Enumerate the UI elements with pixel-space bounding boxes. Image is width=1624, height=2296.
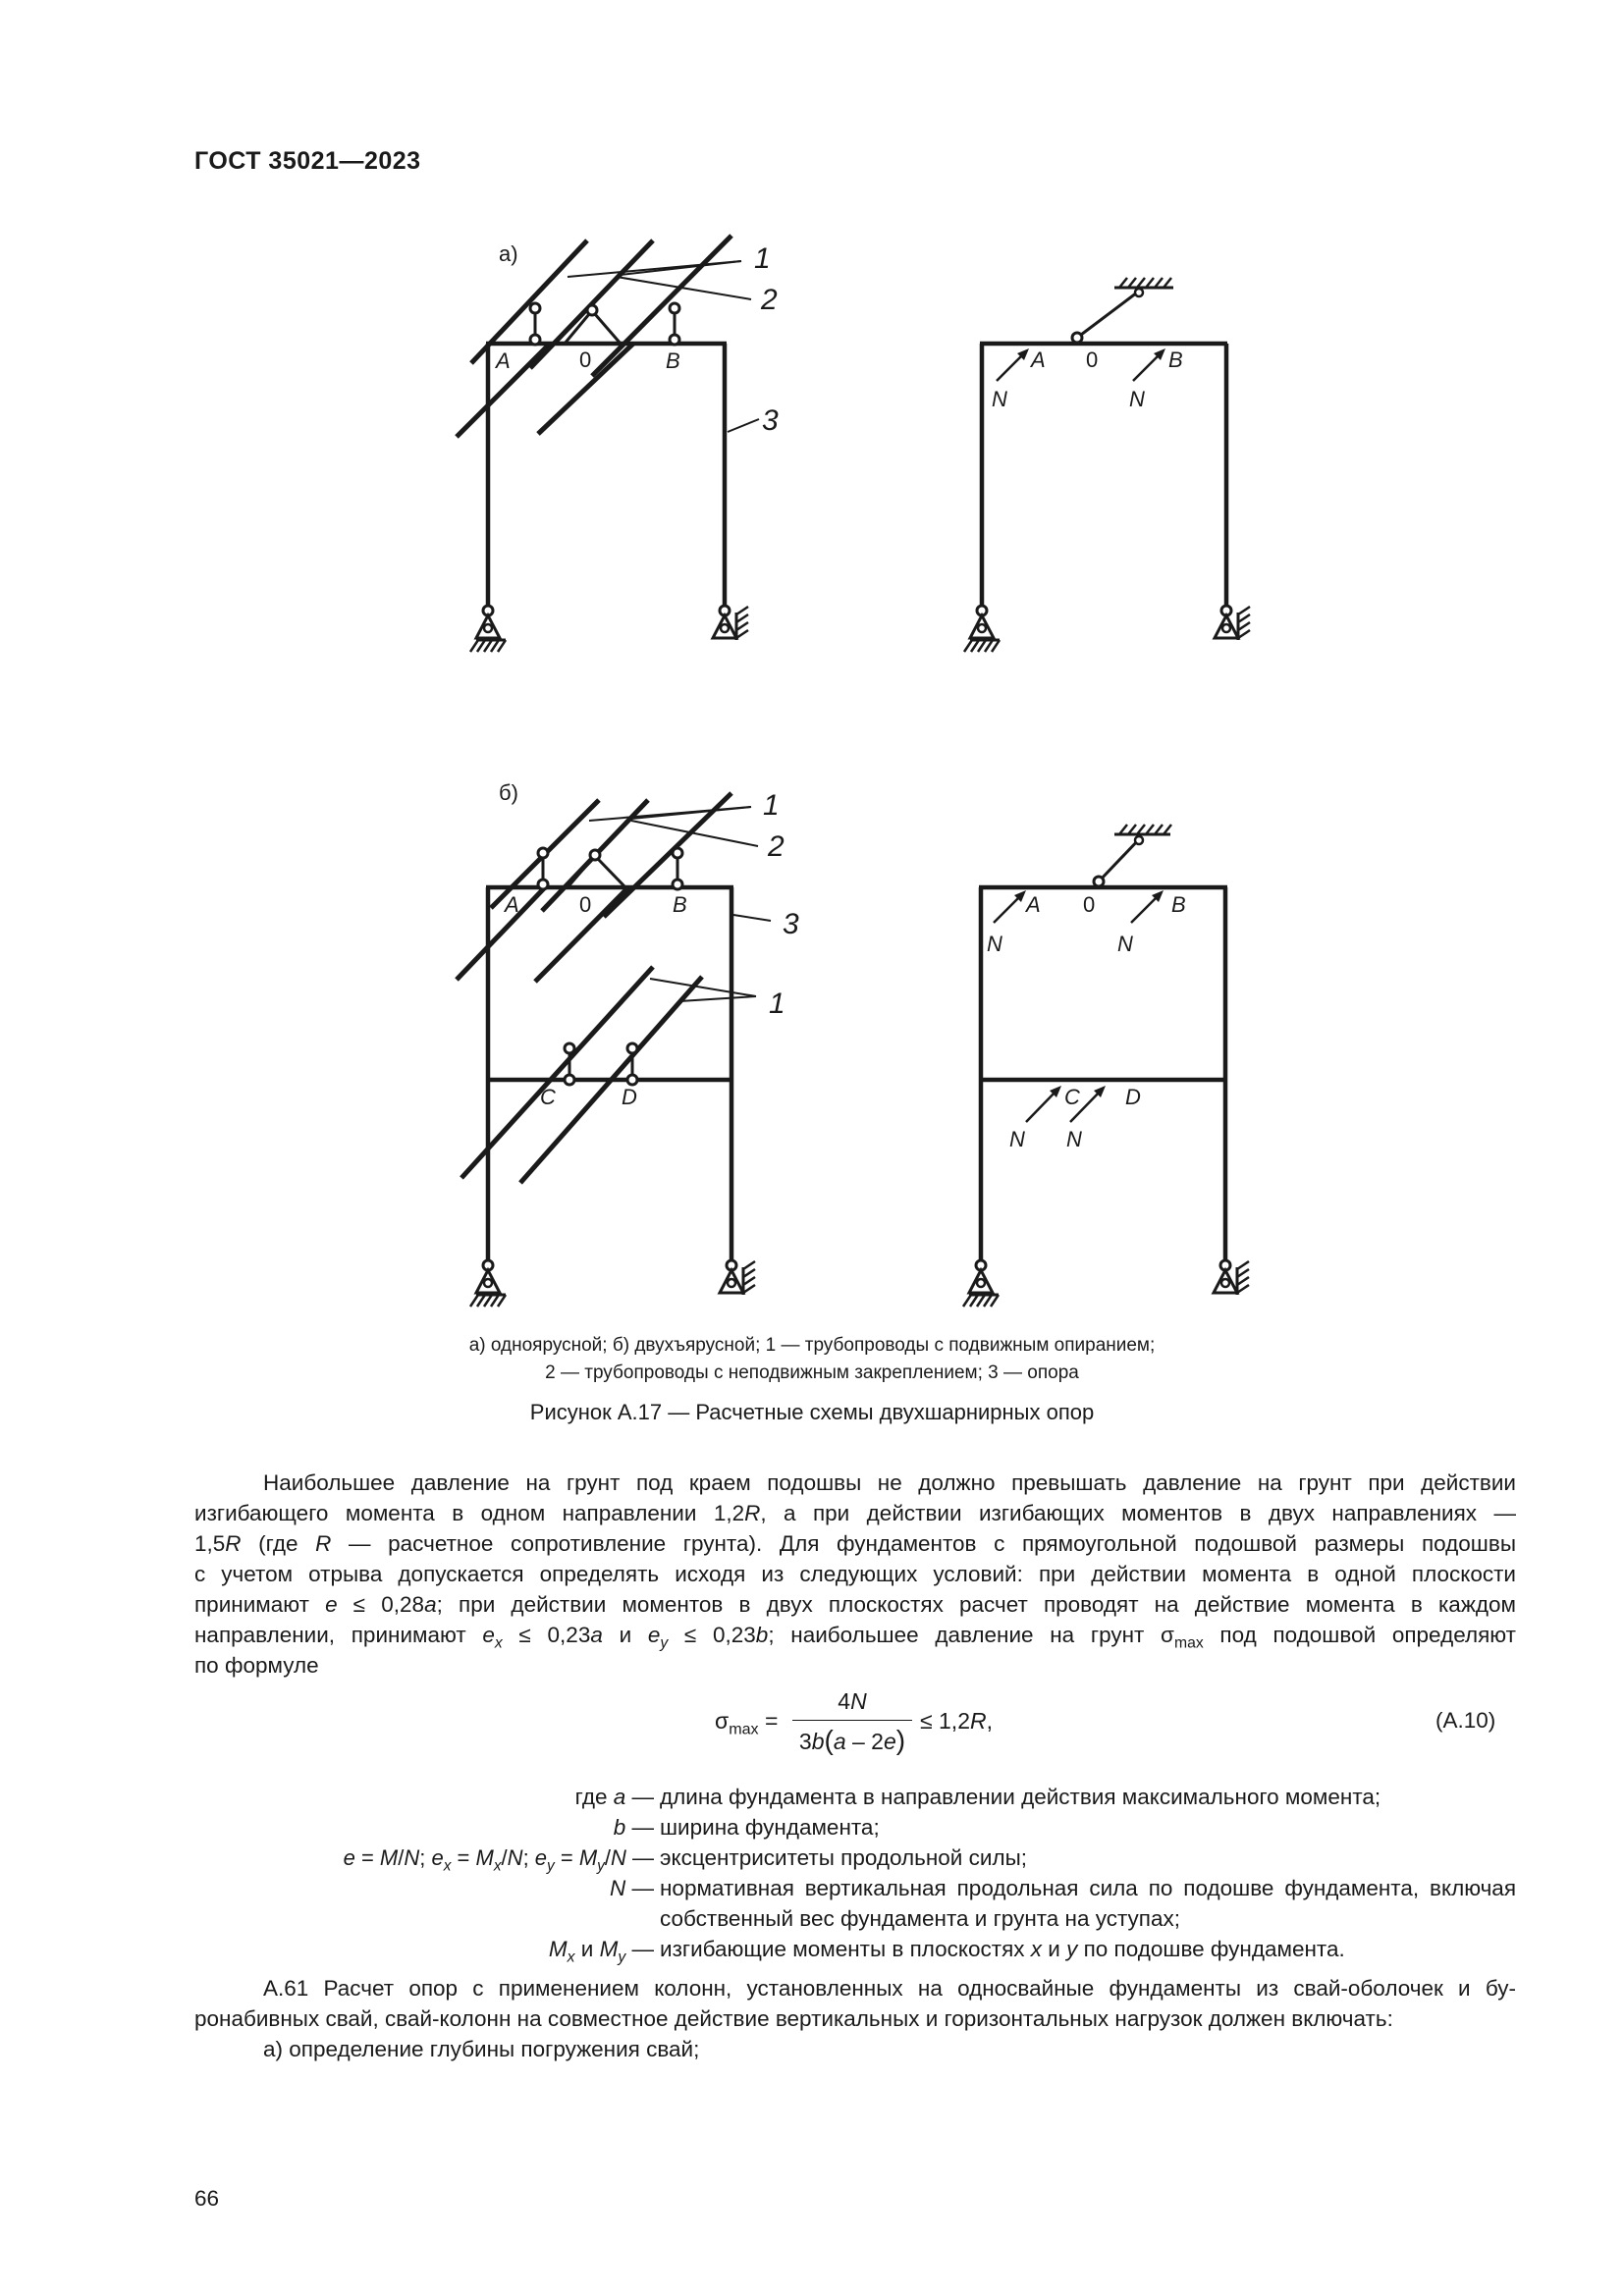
movable-support-icon [670,303,679,345]
figure-title: Рисунок А.17 — Расчетные схемы двухшарнирных опор [529,1400,1095,1424]
panel-b-label: б) [499,780,518,805]
svg-text:3: 3 [783,908,799,940]
movable-support-icon [530,303,540,345]
svg-text:A: A [505,892,519,917]
force-n: N [992,387,1007,411]
svg-text:1: 1 [769,988,785,1020]
callout-2: 2 [761,284,778,316]
figure-legend-line1: а) одноярусной; б) двухъярусной; 1 — трубопроводы с подвижным опиранием; [468,1335,1156,1356]
svg-text:N: N [987,932,1002,956]
where-row: где a — длина фундамента в направлении действия максимального момента; [574,1785,1381,1809]
where-row: $M_x$ и $M_y$ — изгибающие моменты в плоскостях x и y по подошве фундамента. [548,1937,1345,1966]
svg-text:C: C [1064,1085,1080,1109]
where-row: e = M/N; $e_x = M_x/N$; $e_y = M_y/N$ — эксцентриситеты продольной силы; [343,1845,1027,1875]
svg-text:A: A [1031,347,1046,372]
paragraph-2: А.61 Расчет опор с применением колонн, установленных на односвайные фундаменты из свай-оболочек и бу- ронабивных свай, свай-колонн на совместное действие вертикальных и горизонтальных нагрузок должен включать: а) определение глубины погружения свай; [194,1976,1516,2061]
where-row: b — ширина фундамента; [613,1815,880,1840]
callout-1: 1 [754,242,771,275]
svg-text:N: N [1009,1127,1025,1151]
svg-text:B: B [1168,347,1183,372]
svg-text:N: N [1117,932,1133,956]
pipeline [592,236,731,376]
hinge-support-icon [470,606,506,652]
page-number: 66 [194,2186,220,2211]
point-c: C [540,1085,556,1109]
panel-a-left [457,236,779,652]
svg-text:0: 0 [1083,892,1096,917]
formula-a10: $\sigma_{max}$ = 4N 3b(a – 2e) ≤ 1,2R, (А.10) [715,1688,1496,1755]
paragraph-1: Наибольшее давление на грунт под краем подошвы не должно превышать давление на грунт при действии изгибающего момента в одном направлении 1,2R, а при действии изгибающих моментов в двух направлениях — 1,5R (где R — расчетное сопротивление грунта). Для фундаментов с прямоугольной подошвой размеры подошвы с учетом отрыва допускается определять исходя из следующих условий: при действии момента в одной плоскости принимают e ≤ 0,28a; при действии моментов в двух плоскостях расчет проводят на действие момента в каждом направлении, принимают $e_x \le 0,23a$ и $e_y \le 0,23b$; наибольшее давление на грунт $\sigma_{max}$ под подошвой определяют по формуле [194,1470,1516,1678]
panel-a-right [964,278,1250,652]
svg-text:A: A [1026,892,1041,917]
point-b: B [666,348,680,373]
panel-b-left [457,780,799,1307]
document-number: ГОСТ 35021—2023 [194,147,421,175]
point-d: D [622,1085,637,1109]
panel-b-right [963,825,1249,1307]
hinge-support-icon [713,606,748,640]
svg-text:1: 1 [763,789,780,822]
where-row: N — нормативная вертикальная продольная сила по подошве фундамента, включая собственный вес фундамента и грунта на уступах; [609,1876,1516,1931]
svg-text:N: N [1066,1127,1082,1151]
svg-text:B: B [1171,892,1186,917]
svg-text:D: D [1125,1085,1141,1109]
svg-text:2: 2 [768,830,785,863]
svg-text:0: 0 [1086,347,1099,372]
panel-a-label: а) [499,241,518,266]
equation-number: (А.10) [1435,1708,1496,1733]
svg-text:B: B [673,892,687,917]
where-list [194,1782,1516,1964]
figure-legend-line2: 2 — трубопроводы с неподвижным закреплением; 3 — опора [545,1362,1079,1383]
svg-text:0: 0 [579,892,592,917]
point-zero: 0 [579,347,592,372]
force-n: N [1129,387,1145,411]
point-a: A [496,348,511,373]
fixed-support-icon [587,305,597,315]
callout-3: 3 [762,404,779,437]
